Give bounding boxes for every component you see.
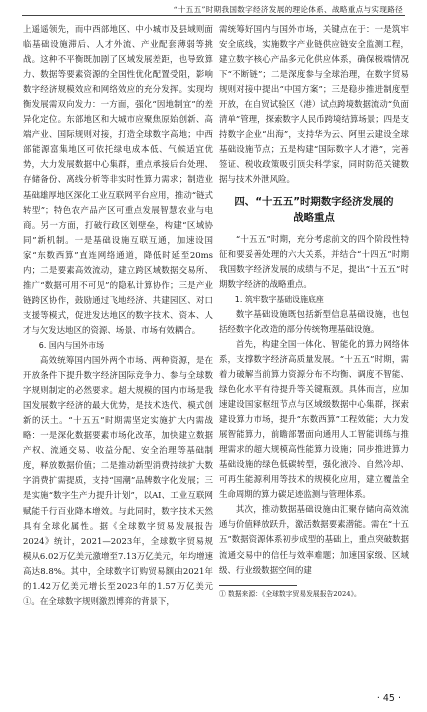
paragraph-left-1: 上遥遥领先，而中西部地区、中小城市及县域则面临基础设施滞后、人才外流、产业配套薄弱等挑战。这种不平衡既加剧了区域发展差距，也导致算力、数据等要素资源的全国性优化配置受阻，影响数字经济规模效应和网络效应的充分发挥。实现均衡发展需双向发力：一方面，强化“因地制宜”的差异化定位。东部地区和大城市应聚焦原始创新、高端产业、国际规则对接，打造全球数字高地；中西部能源富集地区可依托绿电成本低、气候适宜优势，大力发展数据中心集群，重点承接后台处理、存储备份、离线分析等非实时性算力需求；制造业基础雄厚地区深化工业互联网平台应用，推动“链式转型”；特色农产品产区可重点发展智慧农业与电商。另一方面，打破行政区划壁垒，构建“区域协同”新机制。一是基础设施互联互通，加速设国家“东数西算”直连网络通道，降低时延至20ms内；二是要素高效流动，建立跨区域数据交易所、推广“数据可用不可见”的隐私计算协作；三是产业链跨区协作，鼓励通过飞地经济、共建园区、对口支援等模式，促进发达地区的数字技术、资本、人才与欠发达地区的资源、场景、市场有效耦合。 <box>23 24 213 335</box>
paragraph-right-5: 其次，推动数据基础设施由汇聚存储向高效流通与价值释放跃升，激活数据要素潜能。需在“十五五”数据资源体系初步成型的基础上，重点突破数据流通交易中的信任与效率难题；加速国家级、区域级、行业级数据空间的建 <box>219 504 409 575</box>
section-title <box>219 194 409 226</box>
page-number: · 45 · <box>376 693 401 704</box>
left-column <box>23 22 213 609</box>
right-column <box>219 22 409 599</box>
footnote-rule <box>219 585 297 586</box>
footnote: ① 数据来源：《全球数字贸易发展报告2024》。 <box>219 589 361 598</box>
paragraph-right-2: “十五五”时期，充分考虑前文的四个阶段性特征和要妥善处理的六大关系，并结合“十四五”时期我国数字经济发展的成绩与不足，提出“十五五”时期数字经济的战略重点。 <box>219 233 409 289</box>
paragraph-right-3: 数字基础设施既包括新型信息基础设施，也包括经数字化改造的部分传统物理基础设施。 <box>219 308 409 334</box>
section-title-line-1: 四、“十五五”时期数字经济发展的 <box>234 195 394 208</box>
header-rule <box>22 15 405 16</box>
subheading-infrastructure: 1. 筑牢数字基础设施底座 <box>234 294 324 304</box>
paragraph-right-4: 首先，构建全国一体化、智能化的算力网络体系，支撑数字经济高质量发展。“十五五”时期，需着力破解当前算力资源分布不均衡、调度不智能、绿色化水平有待提升等关键瓶颈。具体而言，应加速建设国家枢纽节点与区域级数据中心集群，探索建设算力市场，提升“东数西算”工程效能；大力发展智能算力，前瞻部署面向通用人工智能训练与推理需求的超大规模高性能算力设施；同步推进算力基础设施的绿色低碳转型，强化液冷、自然冷却、可再生能源利用等技术的规模化应用，建立覆盖全生命周期的算力碳足迹监测与管理体系。 <box>219 338 409 500</box>
page-header <box>0 0 427 18</box>
subheading-domestic-foreign: 6. 国内与国外市场 <box>38 340 105 350</box>
paragraph-right-1: 需统筹好国内与国外市场，关键点在于：一是筑牢安全底线，实施数字产业链供应链安全监测工程，建立数字核心产品多元化供应体系，确保极端情况下“不断链”；二是深度参与全球治理，在数字贸易规则对接中提出“中国方案”；三是稳步推进制度型开放，在自贸试验区（港）试点跨境数据流动“负面清单”管理，探索数字人民币跨境结算场景；四是支持数字企业“出海”，支持华为云、阿里云建设全球基础设施节点；五是构建“国际数字人才港”，完善签证、税收政策吸引顶尖科学家，同时防范关键数据与技术外泄风险。 <box>219 24 409 185</box>
paragraph-left-2: 高效统筹国内国外两个市场、两种资源，是在开放条件下提升数字经济国际竞争力、参与全球数字规则制定的必然要求。超大规模的国内市场是我国发展数字经济的最大优势，是技术迭代、模式创新的沃土。“十五五”时期需坚定实施扩大内需战略：一是深化数据要素市场化改革，加快建立数据产权、流通交易、收益分配、安全治理等基础制度，释放数据价值；二是推动新型消费持续扩大数字消费扩需提质，支持“国潮”品牌数字化发展；三是实施“数字生产力提升计划”，以AI、工业互联网赋能千行百业降本增效。与此同时，数字技术天然具有全球化属性。据《全球数字贸易发展报告2024》统计，2021—2023年，全球数字贸易规模从6.02万亿美元激增至7.13万亿美元，年均增速高达8.8%。其中，全球数字订购贸易额由2021年的1.42万亿美元增长至2023年的1.57万亿美元①。在全球数字规则激烈博弈的背景下， <box>23 355 213 606</box>
running-title: “十五五”时期我国数字经济发展的理论体系、战略重点与实现路径 <box>173 5 403 14</box>
section-title-line-2: 战略重点 <box>293 211 335 224</box>
